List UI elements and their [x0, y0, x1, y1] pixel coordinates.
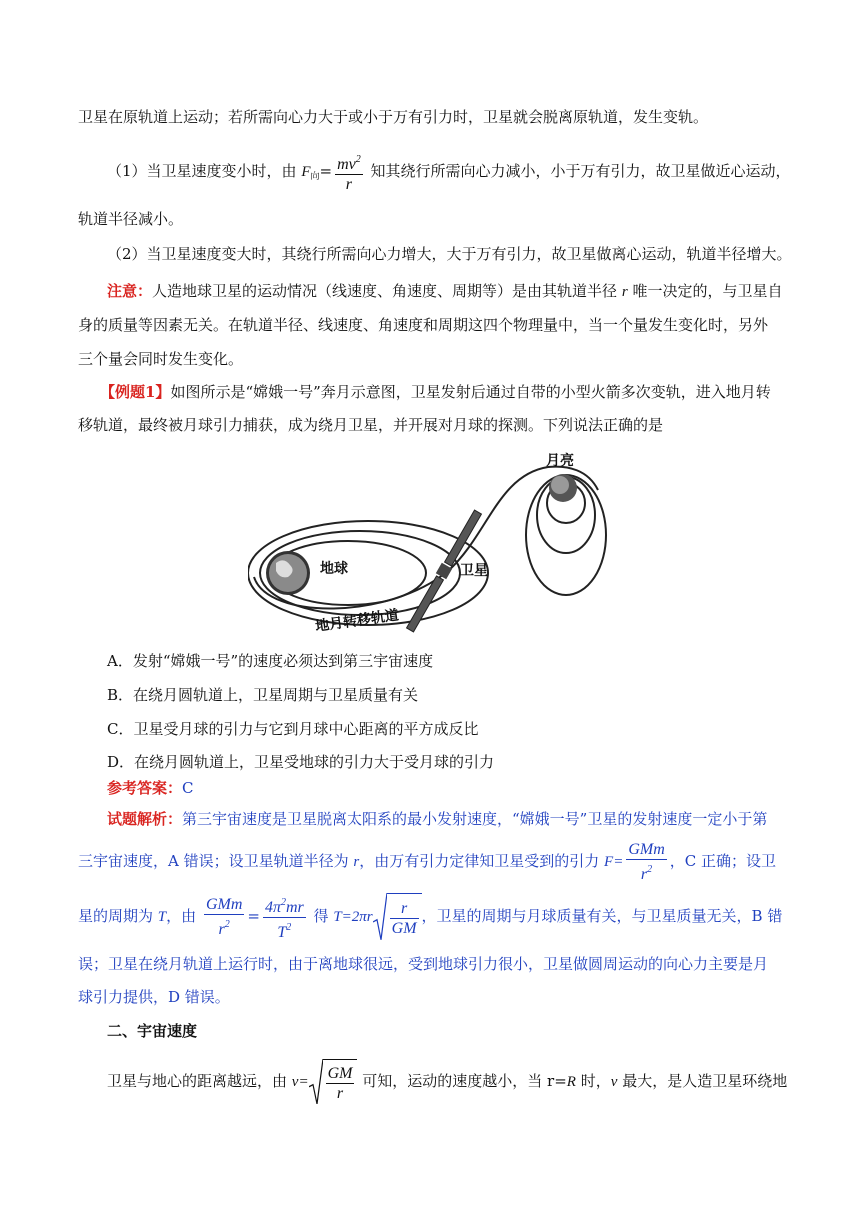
paragraph-orbit-change: 卫星在原轨道上运动；若所需向心力大于或小于万有引力时，卫星就会脱离原轨道，发生变轨。	[78, 108, 709, 126]
transfer-orbit-label: 地月转移轨道	[314, 607, 400, 635]
force-symbol: F=	[604, 854, 624, 870]
radius-symbol: r	[621, 284, 628, 300]
note-label: 注意：	[107, 282, 153, 300]
analysis-line-1	[107, 808, 767, 830]
radical-sign	[309, 1059, 323, 1106]
numerator: GMm	[628, 841, 665, 858]
text: ，由万有引力定律知卫星受到的引力	[359, 852, 600, 870]
note-line-2: 身的质量等因素无关。在轨道半径、线速度、角速度和周期这四个物理量中，当一个量发生变化时，另外	[78, 316, 769, 334]
text: 卫星与地心的距离越远，由	[107, 1072, 288, 1090]
moon-label: 月亮	[546, 453, 574, 469]
section-heading: 二、宇宙速度	[107, 1022, 198, 1040]
example-label: 【例题1】	[100, 383, 171, 401]
exponent: 2	[355, 154, 361, 165]
answer-line	[107, 777, 194, 799]
denominator: r	[640, 866, 648, 883]
denominator: GM	[391, 920, 417, 937]
numerator-rest: mr	[285, 898, 304, 916]
text: ，卫星的周期与月球质量有关，与卫星质量无关，B 错	[421, 907, 783, 925]
period-formula: T=2πr	[333, 909, 373, 925]
analysis-line-4: 误；卫星在绕月轨道上运行时，由于离地球很远，受到地球引力很小，卫星做圆周运动的向心力主要是月	[78, 955, 769, 973]
text: 三宇宙速度，A 错误；设卫星轨道半径为	[78, 852, 349, 870]
text: 第三宇宙速度是卫星脱离太阳系的最小发射速度，“嫦娥一号”卫星的发射速度一定小于第	[182, 810, 768, 828]
radical-sign	[373, 893, 387, 942]
note-line-1	[107, 280, 782, 303]
option-c: C．卫星受月球的引力与它到月球中心距离的平方成反比	[107, 720, 479, 738]
denominator: r	[218, 921, 225, 938]
text: 唯一决定的，与卫星自	[632, 282, 783, 300]
analysis-line-2	[78, 838, 776, 884]
denominator: r	[345, 176, 353, 193]
paragraph-cosmic-speed	[107, 1058, 787, 1104]
option-d: D．在绕月圆轨道上，卫星受地球的引力大于受月球的引力	[107, 753, 495, 771]
fraction-mv2-over-r	[335, 150, 363, 194]
fraction-gmm-over-r2	[626, 840, 666, 884]
sqrt-r-over-gm	[373, 893, 422, 942]
numerator: GMm	[205, 896, 243, 913]
numerator: GM	[327, 1065, 353, 1082]
example-line-1	[100, 381, 771, 403]
answer-value: C	[182, 779, 194, 797]
paragraph-speed-decrease	[107, 150, 791, 193]
satellite-label: 卫星	[460, 563, 488, 579]
text: 知其绕行所需向心力减小，小于万有引力，故卫星做近心运动，	[370, 162, 791, 180]
numerator: mv	[337, 156, 356, 173]
period-symbol: T	[157, 909, 167, 925]
answer-label: 参考答案：	[107, 779, 183, 797]
fraction-gmm-over-r2	[204, 895, 244, 939]
radius-symbol: R	[566, 1074, 576, 1090]
radius-symbol: r	[353, 854, 360, 870]
exponent: 2	[280, 896, 286, 908]
text: 如图所示是“嫦娥一号”奔月示意图，卫星发射后通过自带的小型火箭多次变轨，进入地月转	[170, 383, 771, 401]
chang-e-orbit-figure	[248, 445, 618, 635]
solar-panel-left	[407, 576, 444, 632]
exponent: 2	[224, 919, 230, 930]
text: 得	[313, 907, 329, 925]
text: 最大，是人造卫星环绕地	[622, 1072, 788, 1090]
denominator: r	[336, 1085, 344, 1102]
equals: =	[319, 162, 333, 180]
text: ，由	[166, 907, 197, 925]
text: 时，	[580, 1072, 611, 1090]
velocity-symbol: v=	[291, 1074, 309, 1090]
numerator: r	[390, 899, 419, 919]
text: （1）当卫星速度变小时，由	[107, 162, 297, 180]
example-line-2: 移轨道，最终被月球引力捕获，成为绕月卫星，并开展对月球的探测。下列说法正确的是	[78, 416, 664, 434]
exponent: 2	[647, 864, 653, 875]
paragraph-line: 轨道半径减小。	[78, 210, 184, 228]
moon-surface	[551, 476, 569, 494]
note-line-3: 三个量会同时发生变化。	[78, 350, 244, 368]
option-b: B．在绕月圆轨道上，卫星周期与卫星质量有关	[107, 686, 419, 704]
text: 可知，运动的速度越小，当 r=	[362, 1072, 567, 1090]
option-a: A．发射“嫦娥一号”的速度必须达到第三宇宙速度	[107, 652, 434, 670]
sqrt-gm-over-r	[309, 1059, 358, 1106]
paragraph-speed-increase: （2）当卫星速度变大时，其绕行所需向心力增大，大于万有引力，故卫星做离心运动，轨道半径增大。	[107, 245, 792, 263]
earth-label: 地球	[320, 561, 348, 577]
exponent: 2	[286, 921, 292, 933]
text: 星的周期为	[78, 907, 154, 925]
velocity-symbol: v	[610, 1074, 618, 1090]
text: ，C 正确；设卫	[669, 852, 777, 870]
equals: =	[247, 907, 260, 925]
numerator: 4π	[264, 898, 281, 916]
denominator: T	[277, 923, 287, 941]
fraction-4pi2mr-over-t2	[263, 893, 306, 942]
force-symbol: F	[301, 164, 311, 180]
analysis-line-5: 球引力提供，D 错误。	[78, 988, 230, 1006]
subscript: 向	[310, 172, 320, 182]
analysis-line-3	[78, 892, 782, 940]
analysis-label: 试题解析：	[107, 810, 183, 828]
text: 人造地球卫星的运动情况（线速度、角速度、周期等）是由其轨道半径	[152, 282, 618, 300]
